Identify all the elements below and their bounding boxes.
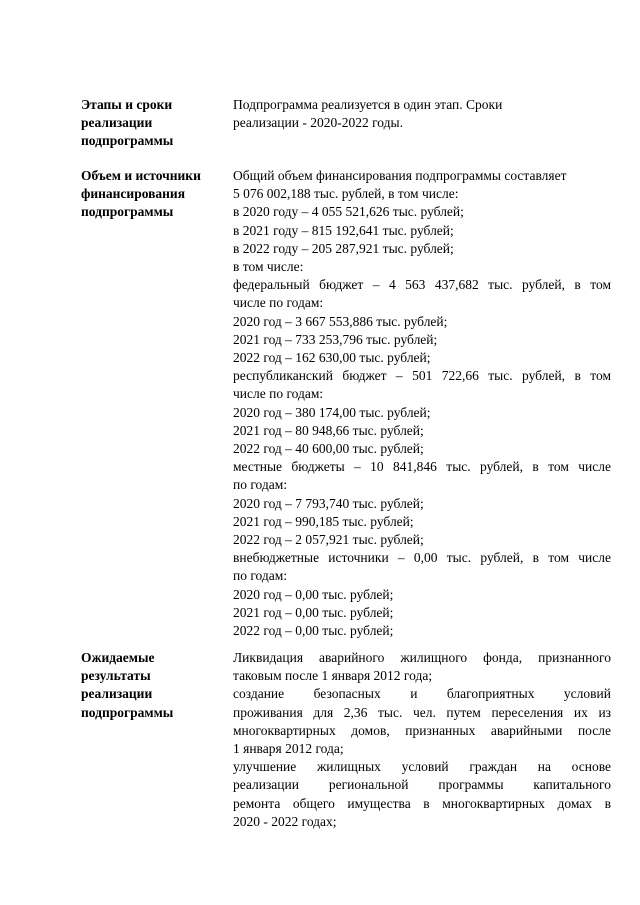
label-line: реализации [81, 686, 153, 702]
content-line: 2021 год – 80 948,66 тыс. рублей; [233, 422, 424, 438]
content-line: многоквартирных домов, признанных аварийными после [233, 722, 611, 738]
content-line: по годам: [233, 477, 288, 493]
content-line: 2020 год – 380 174,00 тыс. рублей; [233, 404, 431, 420]
label-line: финансирования [81, 186, 186, 202]
content-line: реализации - 2020-2022 годы. [233, 115, 403, 131]
content-line: в том числе: [233, 259, 304, 275]
content-line: в 2020 году – 4 055 521,626 тыс. рублей; [233, 204, 464, 220]
content-line: федеральный бюджет – 4 563 437,682 тыс. рублей, в том [233, 277, 611, 293]
label-line: результаты [81, 668, 151, 684]
label-line: подпрограммы [81, 204, 174, 220]
content-line: Общий объем финансирования подпрограммы составляет [233, 168, 567, 183]
label-line: подпрограммы [81, 704, 174, 720]
label-line: Объем и источники [81, 168, 201, 183]
content-line: 2020 год – 7 793,740 тыс. рублей; [233, 495, 424, 511]
content-line: числе по годам: [233, 386, 324, 402]
content-line: 2022 год – 0,00 тыс. рублей; [233, 623, 394, 639]
label-line: Этапы и сроки [81, 97, 173, 112]
label-line: подпрограммы [81, 133, 174, 149]
label-line: Ожидаемые [81, 650, 155, 665]
content-line: проживания для 2,36 тыс. чел. путем переселения их из [233, 704, 611, 720]
label-line: реализации [81, 115, 153, 131]
content-line: 2022 год – 40 600,00 тыс. рублей; [233, 441, 424, 457]
content-line: 2021 год – 733 253,796 тыс. рублей; [233, 331, 438, 347]
content-line: ремонта общего имущества в многоквартирных домах в [233, 795, 611, 811]
content-line: местные бюджеты – 10 841,846 тыс. рублей, в том числе [233, 459, 611, 475]
section-content [233, 649, 611, 831]
content-line: по годам: [233, 568, 288, 584]
section-label [81, 96, 221, 151]
section-label [81, 167, 221, 222]
section-content [233, 167, 611, 640]
content-line: числе по годам: [233, 295, 324, 311]
content-line: создание безопасных и благоприятных условий [233, 686, 611, 702]
content-line: внебюджетные источники – 0,00 тыс. рублей, в том числе [233, 550, 611, 566]
content-line: таковым после 1 января 2012 года; [233, 668, 433, 684]
content-line: 2021 год – 990,185 тыс. рублей; [233, 513, 414, 529]
content-line: 2020 год – 0,00 тыс. рублей; [233, 586, 394, 602]
content-line: 2020 - 2022 годах; [233, 813, 337, 829]
content-line: Ликвидация аварийного жилищного фонда, признанного [233, 650, 611, 665]
content-line: республиканский бюджет – 501 722,66 тыс. рублей, в том [233, 368, 611, 384]
section-content [233, 96, 611, 132]
content-line: 2021 год – 0,00 тыс. рублей; [233, 604, 394, 620]
content-line: 5 076 002,188 тыс. рублей, в том числе: [233, 186, 459, 202]
content-line: 2022 год – 162 630,00 тыс. рублей; [233, 350, 431, 366]
content-line: в 2021 году – 815 192,641 тыс. рублей; [233, 222, 454, 238]
content-line: в 2022 году – 205 287,921 тыс. рублей; [233, 240, 454, 256]
content-line: реализации региональной программы капитального [233, 777, 611, 793]
section-label [81, 649, 221, 722]
content-line: улучшение жилищных условий граждан на основе [233, 759, 611, 775]
content-line: Подпрограмма реализуется в один этап. Сроки [233, 97, 503, 112]
content-line: 1 января 2012 года; [233, 741, 344, 757]
content-line: 2020 год – 3 667 553,886 тыс. рублей; [233, 313, 448, 329]
content-line: 2022 год – 2 057,921 тыс. рублей; [233, 532, 424, 548]
